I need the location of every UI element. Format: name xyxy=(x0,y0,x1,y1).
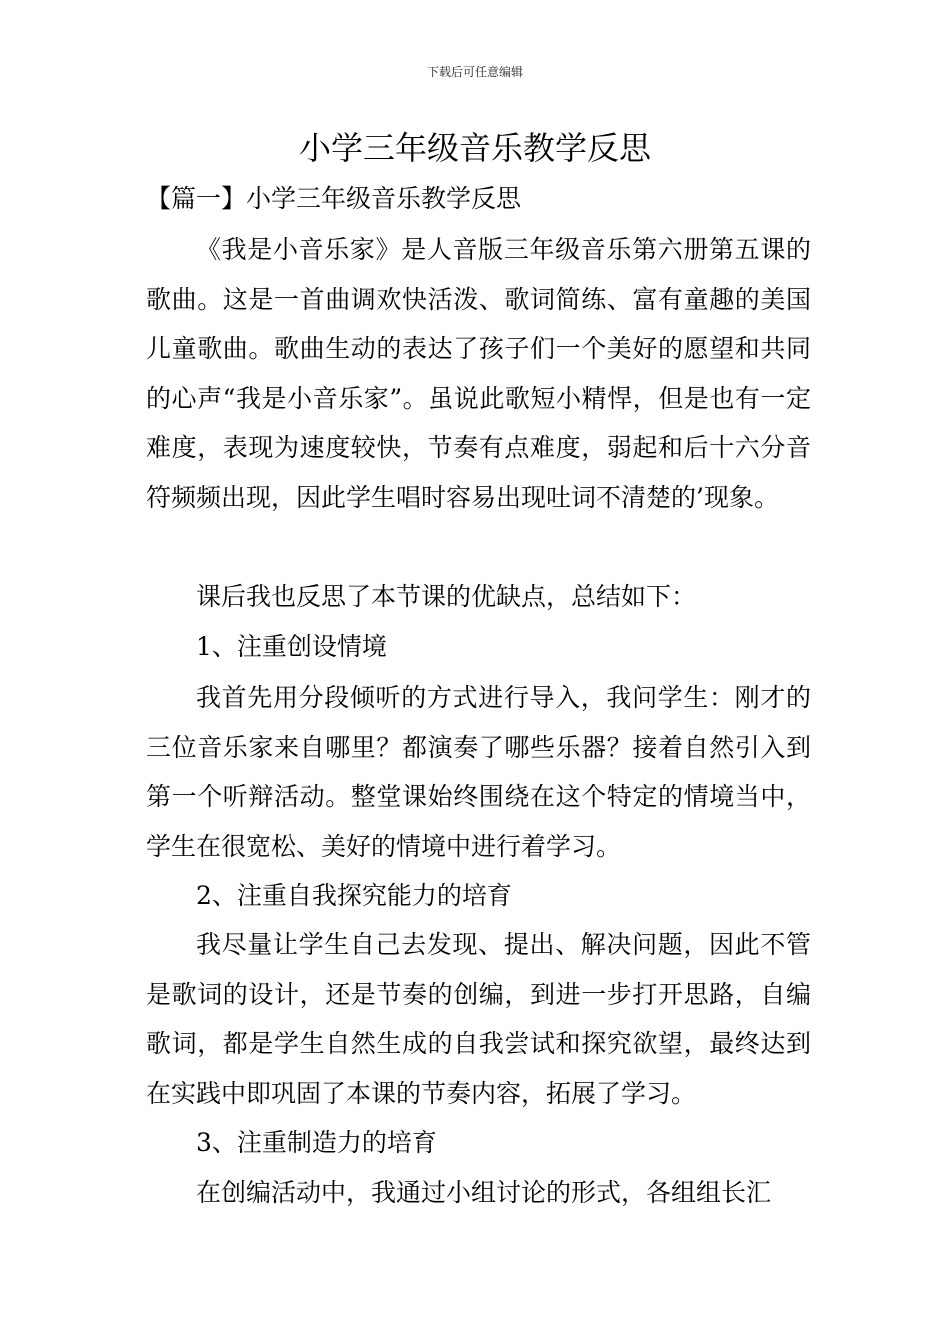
page-header-note: 下载后可任意编辑 xyxy=(426,65,523,79)
paragraph-point-2: 我尽量让学生自己去发现、提出、解决问题，因此不管是歌词的设计，还是节奏的创编，到进一步打开思路，自编歌词，都是学生自然生成的自我尝试和探究欲望，最终达到在实践中即巩固了本课的节奏内容，拓展了学习。 xyxy=(146,930,811,1108)
paragraph-intro: 《我是小音乐家》是人音版三年级音乐第六册第五课的歌曲。这是一首曲调欢快活泼、歌词简练、富有童趣的美国儿童歌曲。歌曲生动的表达了孩子们一个美好的愿望和共同的心声“我是小音乐家”。虽说此歌短小精悍，但是也有一定难度，表现为速度较快，节奏有点难度，弱起和后十六分音符频频出现，因此学生唱时容易出现吐词不清楚的’现象。 xyxy=(146,235,811,512)
document-title: 小学三年级音乐教学反思 xyxy=(298,129,651,167)
point-heading-3: 3、注重制造力的培育 xyxy=(196,1128,437,1157)
point-heading-2: 2、注重自我探究能力的培育 xyxy=(196,881,512,910)
paragraph-point-1: 我首先用分段倾听的方式进行导入，我问学生：刚才的三位音乐家来自哪里？都演奏了哪些乐器？接着自然引入到第一个听辩活动。整堂课始终围绕在这个特定的情境当中，学生在很宽松、美好的情境中进行着学习。 xyxy=(146,683,811,861)
section-heading: 【篇一】小学三年级音乐教学反思 xyxy=(146,184,522,213)
paragraph-point-3: 在创编活动中，我通过小组讨论的形式，各组组长汇 xyxy=(196,1178,772,1207)
paragraph-summary-lead: 课后我也反思了本节课的优缺点，总结如下： xyxy=(196,582,697,611)
point-heading-1: 1、注重创设情境 xyxy=(196,632,387,661)
